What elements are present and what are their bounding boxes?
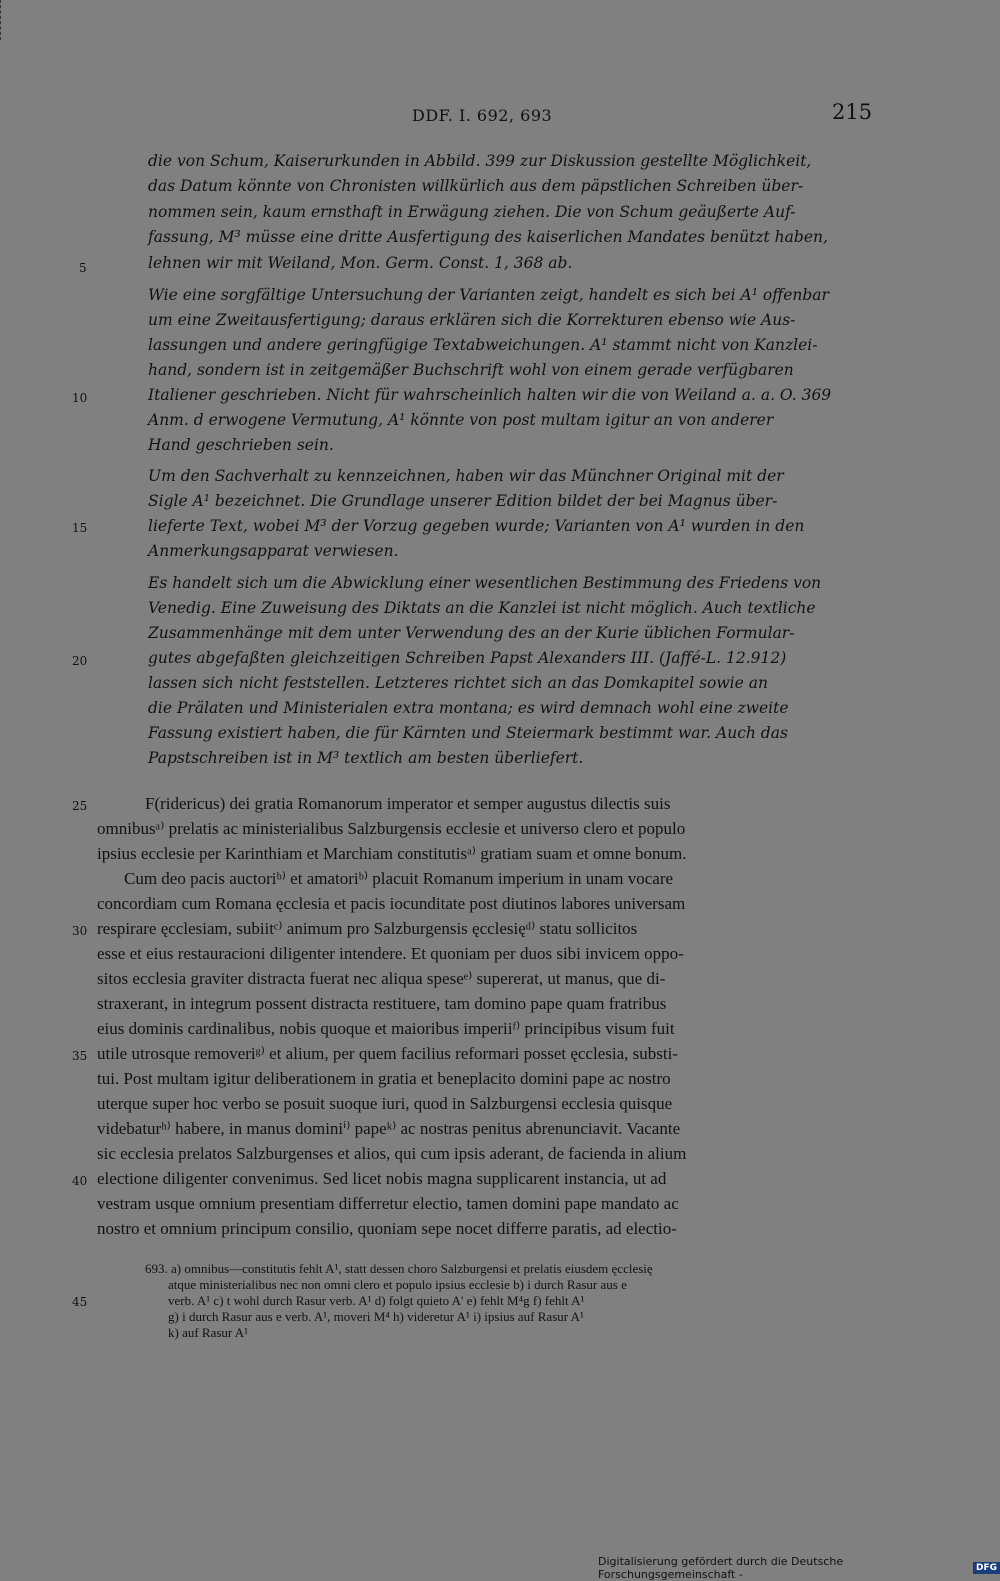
footnote-line: 693. a) omnibus—constitutis fehlt A¹, statt dessen choro Salzburgensi et prelatis eiusdem ęcclesię [145,1261,653,1276]
prelim-line: Um den Sachverhalt zu kennzeichnen, haben wir das Münchner Original mit der [148,467,784,485]
text-line: vestram usque omnium presentiam differretur electio, tamen domini pape mandato ac [97,1194,679,1213]
text-line: sic ecclesia prelatos Salzburgenses et alios, qui cum ipsis aderant, de facienda in alium [97,1144,687,1163]
prelim-line: lehnen wir mit Weiland, Mon. Germ. Const. 1, 368 ab. [148,254,573,272]
text-line: omnibusᵃ⁾ prelatis ac ministerialibus Salzburgensis ecclesie et universo clero et populo [97,819,686,838]
text-line: F(ridericus) dei gratia Romanorum imperator et semper augustus dilectis suis [145,794,671,813]
funding-footer [598,1555,1000,1581]
footnote-line: k) auf Rasur A¹ [168,1325,249,1340]
line-number: 45 [72,1295,88,1309]
prelim-line: die von Schum, Kaiserurkunden in Abbild. 399 zur Diskussion gestellte Möglichkeit, [148,152,812,170]
page-number: 215 [832,100,873,124]
prelim-line: lieferte Text, wobei M³ der Vorzug gegeben wurde; Varianten von A¹ wurden in den [148,517,805,535]
prelim-line: lassen sich nicht feststellen. Letzteres richtet sich an das Domkapitel sowie an [148,674,768,692]
line-number: 40 [72,1174,88,1188]
line-number: 15 [72,521,88,535]
prelim-line: die Prälaten und Ministerialen extra montana; es wird demnach wohl eine zweite [148,699,789,717]
prelim-line: Es handelt sich um die Abwicklung einer wesentlichen Bestimmung des Friedens von [148,574,822,592]
prelim-line: Venedig. Eine Zuweisung des Diktats an die Kanzlei ist nicht möglich. Auch textliche [148,599,816,617]
text-line: respirare ęcclesiam, subiitᶜ⁾ animum pro Salzburgensis ęcclesięᵈ⁾ statu sollicitos [97,919,638,938]
prelim-line: Anm. d erwogene Vermutung, A¹ könnte von post multam igitur an von anderer [148,411,774,429]
prelim-line: Anmerkungsapparat verwiesen. [148,542,399,560]
prelim-line: Wie eine sorgfältige Untersuchung der Varianten zeigt, handelt es sich bei A¹ offenbar [148,286,829,304]
text-line: esse et eius restauracioni diligenter intendere. Et quoniam per duos sibi invicem oppo- [97,944,684,963]
prelim-line: nommen sein, kaum ernsthaft in Erwägung ziehen. Die von Schum geäußerte Auf- [148,203,796,221]
footnote-line: atque ministerialibus nec non omni clero et populo ipsius ecclesie b) i durch Rasur aus e [168,1277,627,1292]
footnote-line: verb. A¹ c) t wohl durch Rasur verb. A¹ d) folgt quieto A' e) fehlt M⁴g f) fehlt A¹ [168,1293,585,1308]
footnote-line: g) i durch Rasur aus e verb. A¹, moveri M⁴ h) videretur A¹ i) ipsius auf Rasur A¹ [168,1309,584,1324]
line-number: 30 [72,924,88,938]
prelim-line: Zusammenhänge mit dem unter Verwendung des an der Kurie üblichen Formular- [148,624,795,642]
line-number: 35 [72,1049,88,1063]
line-number: 10 [72,391,88,405]
dfg-logo-icon[interactable]: DFG [973,1562,1000,1574]
prelim-line: hand, sondern ist in zeitgemäßer Buchschrift wohl von einem gerade verfügbaren [148,361,794,379]
line-number: 25 [72,799,88,813]
text-line: Cum deo pacis auctoriᵇ⁾ et amatoriᵇ⁾ placuit Romanum imperium in unam vocare [124,869,674,888]
running-title: DDF. I. 692, 693 [412,106,553,125]
prelim-line: Hand geschrieben sein. [148,436,334,454]
prelim-line: das Datum könnte von Chronisten willkürlich aus dem päpstlichen Schreiben über- [148,177,804,195]
prelim-line: Fassung existiert haben, die für Kärnten und Steiermark bestimmt war. Auch das [148,724,788,742]
prelim-line: lassungen und andere geringfügige Textabweichungen. A¹ stammt nicht von Kanzlei- [148,336,818,354]
prelim-line: um eine Zweitausfertigung; daraus erklären sich die Korrekturen ebenso wie Aus- [148,311,796,329]
text-line: nostro et omnium principum consilio, quoniam sepe nocet differre paratis, ad electio- [97,1219,677,1238]
line-number: 5 [79,261,87,275]
text-line: ipsius ecclesie per Karinthiam et Marchiam constitutisᵃ⁾ gratiam suam et omne bonum. [97,844,687,863]
prelim-line: gutes abgefaßten gleichzeitigen Schreiben Papst Alexanders III. (Jaffé-L. 12.912) [148,649,787,667]
text-line: tui. Post multam igitur deliberationem in gratia et beneplacito domini pape ac nostro [97,1069,671,1088]
text-line: videbaturʰ⁾ habere, in manus dominiⁱ⁾ papeᵏ⁾ ac nostras penitus abrenunciavit. Vacante [97,1119,681,1138]
page-header [0,98,1000,138]
line-number: 20 [72,654,88,668]
text-line: electione diligenter convenimus. Sed licet nobis magna supplicarent instancia, ut ad [97,1169,667,1188]
text-line: straxerant, in integrum possent distracta restituere, tam domino pape quam fratribus [97,994,667,1013]
text-line: uterque super hoc verbo se posuit suoque iuri, quod in Salzburgensi ecclesia quisque [97,1094,673,1113]
prelim-line: fassung, M³ müsse eine dritte Ausfertigung des kaiserlichen Mandates benützt haben, [148,228,828,246]
text-line: concordiam cum Romana ęcclesia et pacis iocunditate post diutinos labores universam [97,894,686,913]
scan-edge-mark [0,0,3,40]
text-line: utile utrosque removeriᵍ⁾ et alium, per quem facilius reformari posset ęcclesia, substi- [97,1044,678,1063]
funding-text: Digitalisierung gefördert durch die Deutsche Forschungsgemeinschaft - [598,1555,844,1581]
prelim-line: Italiener geschrieben. Nicht für wahrscheinlich halten wir die von Weiland a. a. O. 369 [148,386,832,404]
prelim-line: Sigle A¹ bezeichnet. Die Grundlage unserer Edition bildet der bei Magnus über- [148,492,778,510]
text-line: sitos ecclesia graviter distracta fuerat nec aliqua speseᵉ⁾ supererat, ut manus, que di- [97,969,666,988]
prelim-line: Papstschreiben ist in M³ textlich am besten überliefert. [148,749,584,767]
text-line: eius dominis cardinalibus, nobis quoque et maioribus imperiiᶠ⁾ principibus visum fuit [97,1019,675,1038]
